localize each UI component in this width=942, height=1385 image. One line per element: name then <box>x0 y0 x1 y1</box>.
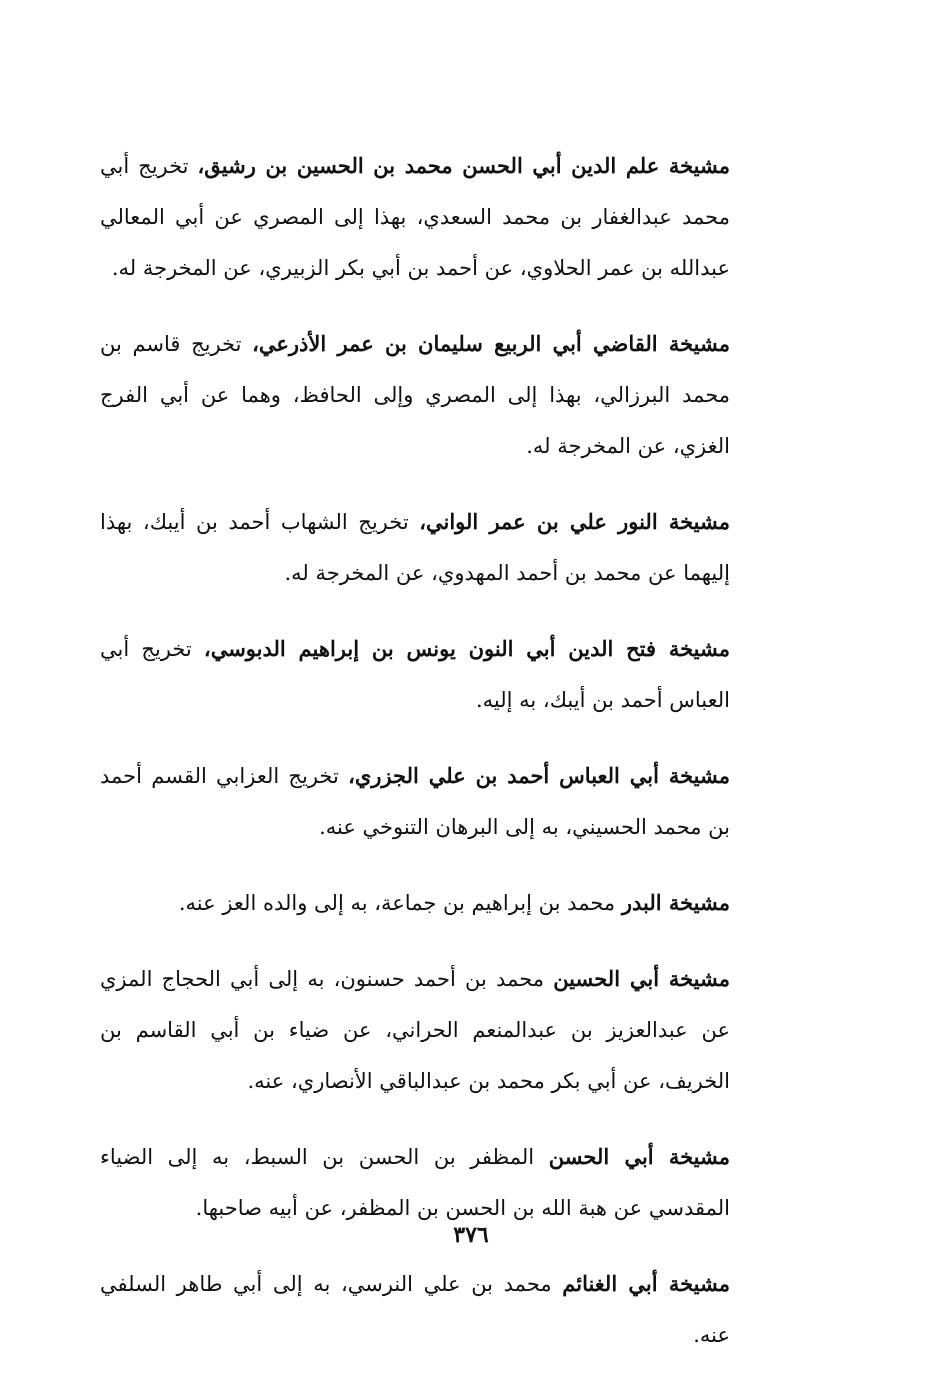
entry-text: محمد بن علي النرسي، به إلى أبي طاهر السلفي عنه. <box>100 1272 730 1347</box>
entry-1 <box>100 140 730 294</box>
entry-title: مشيخة النور علي بن عمر الواني، <box>419 509 730 534</box>
entry-title: مشيخة البدر <box>621 890 730 915</box>
entry-text: محمد بن إبراهيم بن جماعة، به إلى والده العز عنه. <box>178 891 622 915</box>
entry-3 <box>100 496 730 599</box>
entry-7 <box>100 953 730 1107</box>
entry-text: تخريج العزابي القسم أحمد بن محمد الحسيني، به إلى البرهان التنوخي عنه. <box>100 764 730 839</box>
entry-title: مشيخة القاضي أبي الربيع سليمان بن عمر الأذرعي، <box>252 331 730 356</box>
page-number: ٣٧٦ <box>453 1222 489 1248</box>
entry-title: مشيخة أبي الغنائم <box>562 1271 730 1296</box>
document-body <box>100 140 730 1385</box>
entry-8 <box>100 1131 730 1234</box>
entry-6 <box>100 877 730 929</box>
entry-9 <box>100 1258 730 1361</box>
entry-title: مشيخة أبي الحسين <box>553 966 730 991</box>
entry-2 <box>100 318 730 472</box>
entry-title: مشيخة أبي الحسن <box>548 1144 730 1169</box>
entry-title: مشيخة فتح الدين أبي النون يونس بن إبراهيم الدبوسي، <box>203 636 731 661</box>
entry-title: مشيخة علم الدين أبي الحسن محمد بن الحسين بن رشيق، <box>197 153 730 178</box>
entry-text: المظفر بن الحسن بن السبط، به إلى الضياء المقدسي عن هبة الله بن الحسن بن المظفر، عن أبيه صاحبها. <box>100 1145 730 1220</box>
entry-text: محمد بن أحمد حسنون، به إلى أبي الحجاج المزي عن عبدالعزيز بن عبدالمنعم الحراني، عن ضياء بن أبي القاسم بن الخريف، عن أبي بكر محمد بن عبدالباقي الأنصاري، عنه. <box>100 967 730 1093</box>
entry-5 <box>100 750 730 853</box>
entry-text: تخريج أبي العباس أحمد بن أيبك، به إليه. <box>100 637 730 712</box>
entry-text: تخريج أبي محمد عبدالغفار بن محمد السعدي، بهذا إلى المصري عن أبي المعالي عبدالله بن عمر الحلاوي، عن أحمد بن أبي بكر الزبيري، عن المخرجة له. <box>100 154 730 280</box>
entry-4 <box>100 623 730 726</box>
entry-text: تخريج الشهاب أحمد بن أيبك، بهذا إليهما عن محمد بن أحمد المهدوي، عن المخرجة له. <box>100 510 730 585</box>
entry-title: مشيخة أبي العباس أحمد بن علي الجزري، <box>348 763 730 788</box>
entry-text: تخريج قاسم بن محمد البرزالي، بهذا إلى المصري وإلى الحافظ، وهما عن أبي الفرج الغزي، عن المخرجة له. <box>100 332 730 458</box>
